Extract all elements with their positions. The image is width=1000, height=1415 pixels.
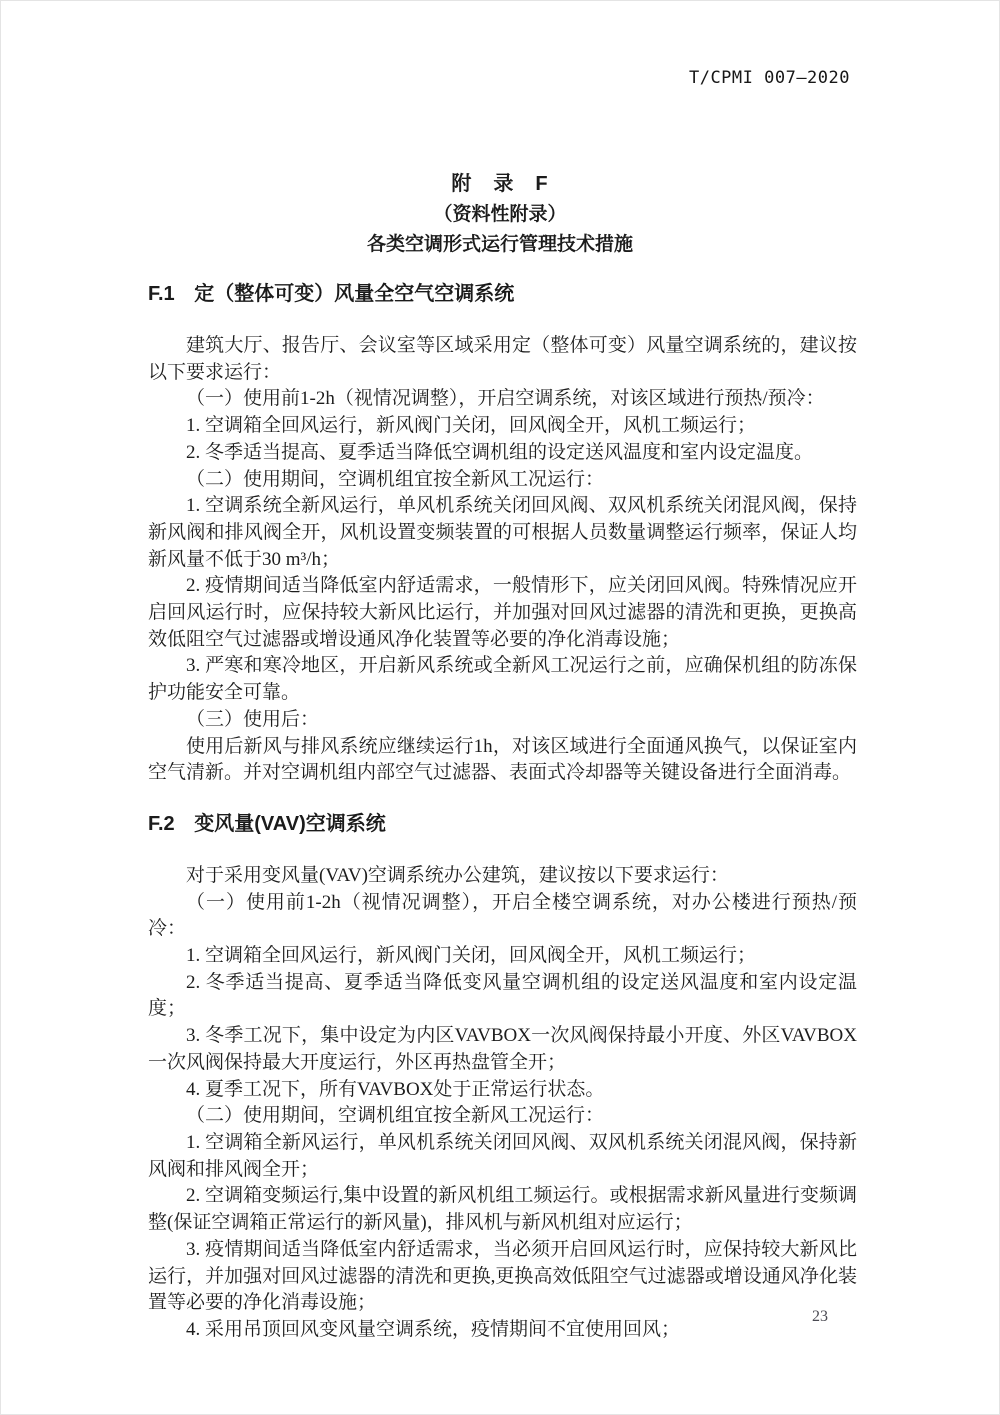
document-content — [148, 280, 857, 1344]
section-title: 定（整体可变）风量全空气空调系统 — [194, 283, 515, 305]
section-number: F.1 — [148, 283, 175, 305]
page-number: 23 — [812, 1308, 828, 1325]
paragraph: 1. 空调箱全回风运行，新风阀门关闭，回风阀全开，风机工频运行； — [186, 415, 757, 437]
paragraph: 1. 空调箱全新风运行，单风机系统关闭回风阀、双风机系统关闭混风阀，保持新风阀和排风阀全开； — [148, 1131, 857, 1180]
paragraph: 3. 严寒和寒冷地区，开启新风系统或全新风工况运行之前，应确保机组的防冻保护功能安全可靠。 — [148, 655, 857, 704]
paragraph: 3. 疫情期间适当降低室内舒适需求，当必须开启回风运行时，应保持较大新风比运行，并加强对回风过滤器的清洗和更换,更换高效低阻空气过滤器或增设通风净化装置等必要的净化消毒设施； — [148, 1238, 857, 1314]
appendix-title-block — [0, 172, 1000, 257]
section-f1-heading — [148, 280, 857, 308]
doc-number: T/CPMI 007—2020 — [688, 68, 850, 88]
section-number: F.2 — [148, 812, 175, 835]
paragraph: 使用后新风与排风系统应继续运行1h，对该区域进行全面通风换气，以保证室内空气清新。并对空调机组内部空气过滤器、表面式冷却器等关键设备进行全面消毒。 — [148, 735, 857, 784]
paragraph: 对于采用变风量(VAV)空调系统办公建筑，建议按以下要求运行： — [186, 864, 729, 886]
paragraph: （二）使用期间，空调机组宜按全新风工况运行： — [186, 1105, 605, 1127]
paragraph: 建筑大厅、报告厅、会议室等区域采用定（整体可变）风量空调系统的，建议按以下要求运行： — [148, 335, 857, 383]
paragraph: 2. 空调箱变频运行,集中设置的新风机组工频运行。或根据需求新风量进行变频调整(保证空调箱正常运行的新风量)，排风机与新风机组对应运行； — [148, 1185, 857, 1234]
paragraph: 2. 冬季适当提高、夏季适当降低空调机组的设定送风温度和室内设定温度。 — [186, 441, 814, 463]
paragraph: （一）使用前1-2h（视情况调整），开启空调系统，对该区域进行预热/预冷： — [186, 388, 825, 410]
appendix-subject: 各类空调形式运行管理技术措施 — [366, 234, 633, 255]
paragraph: 1. 空调箱全回风运行，新风阀门关闭，回风阀全开，风机工频运行； — [186, 945, 757, 967]
paragraph: 4. 夏季工况下，所有VAVBOX处于正常运行状态。 — [186, 1078, 605, 1100]
paragraph: （三）使用后： — [186, 708, 320, 730]
appendix-title: 附 录 F — [451, 173, 549, 195]
paragraph: 2. 冬季适当提高、夏季适当降低变风量空调机组的设定送风温度和室内设定温度； — [148, 971, 857, 1020]
section-title: 变风量(VAV)空调系统 — [194, 812, 386, 835]
paragraph: 3. 冬季工况下，集中设定为内区VAVBOX一次风阀保持最小开度、外区VAVBOX一次风阀保持最大开度运行，外区再热盘管全开； — [148, 1025, 857, 1073]
section-f2-heading — [148, 810, 857, 838]
section-f2 — [148, 810, 857, 1344]
appendix-note: （资料性附录） — [433, 204, 567, 225]
paragraph: 4. 采用吊顶回风变风量空调系统，疫情期间不宜使用回风； — [186, 1318, 681, 1340]
paragraph: （二）使用期间，空调机组宜按全新风工况运行： — [186, 468, 605, 490]
paragraph: 2. 疫情期间适当降低室内舒适需求，一般情形下，应关闭回风阀。特殊情况应开启回风运行时，应保持较大新风比运行，并加强对回风过滤器的清洗和更换，更换高效低阻空气过滤器或增设通风净化装置等必要的净化消毒设施； — [148, 575, 857, 650]
section-f1 — [148, 280, 857, 787]
paragraph: 1. 空调系统全新风运行，单风机系统关闭回风阀、双风机系统关闭混风阀，保持新风阀和排风阀全开，风机设置变频装置的可根据人员数量调整运行频率，保证人均新风量不低于30 m³/h； — [148, 495, 857, 570]
paragraph: （一）使用前1-2h（视情况调整），开启全楼空调系统，对办公楼进行预热/预冷： — [148, 891, 857, 940]
